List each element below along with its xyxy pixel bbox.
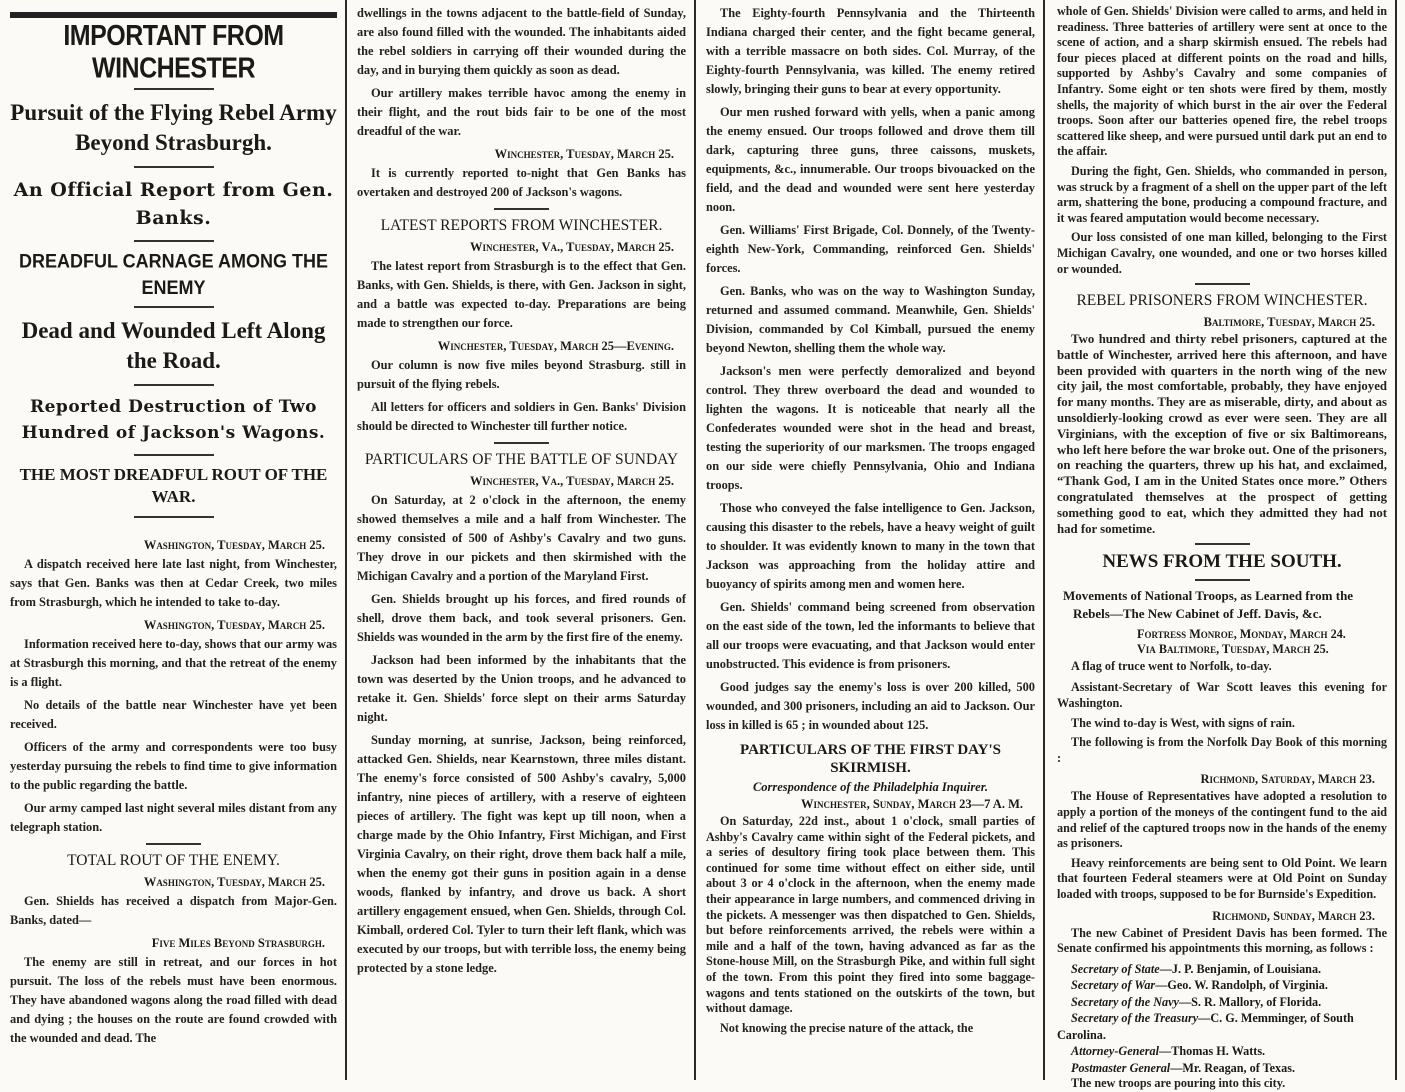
subhead-particulars-sunday: PARTICULARS OF THE BATTLE OF SUNDAY [364, 451, 679, 468]
deck-pursuit: Pursuit of the Flying Rebel Army Beyond Strasburgh. [10, 100, 337, 155]
paragraph: The following is from the Norfolk Day Book of this morning : [1057, 735, 1387, 765]
subhead-rebel-prisoners: REBEL PRISONERS FROM WINCHESTER. [1076, 292, 1368, 310]
dateline: Five Miles Beyond Strasburgh. [151, 936, 325, 950]
paragraph: Our artillery makes terrible havoc among the enemy in their flight, and the rout bids fair to be one of the most dreadful of the war. [357, 86, 686, 138]
paragraph: The House of Representatives have adopted a resolution to apply a portion of the moneys of the contingent fund to the aid and relief of the captured troops now in the hands of the enemy as prisoners. [1057, 789, 1387, 851]
paragraph: Jackson had been informed by the inhabitants that the town was deserted by the Union troops, and he advanced to retake it. Gen. Shields' force slept on their arms Saturday night. [357, 653, 686, 724]
paragraph: The new troops are pouring into this city. [1071, 1076, 1286, 1091]
deck-most-dreadful: THE MOST DREADFUL ROUT OF THE WAR. [19, 465, 328, 506]
paragraph: Gen. Williams' First Brigade, Col. Donnely, of the Twenty-eighth New-York, Commanding, reinforced Gen. Shields' forces. [706, 223, 1035, 275]
correspondence-credit: Correspondence of the Philadelphia Inquirer. [752, 780, 989, 794]
paragraph: Our men rushed forward with yells, when a panic among the enemy ensued. Our troops followed and drove them till dark, capturing three guns, three caissons, muskets, equipments, &c., innumerable. Our troops bivouacked on the field, and the dead and wounded were sent here yesterday noon. [706, 105, 1035, 214]
dateline: Winchester, Tuesday, March 25. [494, 147, 674, 161]
paragraph: whole of Gen. Shields' Division were called to arms, and held in readiness. Three batteries of artillery were sent at once to the scene of action, and a sharp skirmish ensued. The rebels had four pieces placed at different points on the road and hills, supported by Ashby's Cavalry and some companies of Infantry. Some eight or ten shots were fired by them, mostly shells, the majority of which burst in the air over the Federal troops. Soon after our batteries opened fire, the rebel troops scattered like sheep, and were pursued until dark put an end to the affair. [1057, 4, 1387, 159]
paragraph: dwellings in the towns adjacent to the battle-field of Sunday, are also found filled with the wounded. The inhabitants aided the rebel soldiers in carrying off their wounded during the day, and in burying them quickly as soon as dead. [357, 6, 686, 77]
cabinet-entry-postmaster: Postmaster General—Mr. Reagan, of Texas. [1071, 1060, 1296, 1075]
paragraph: Good judges say the enemy's loss is over 200 killed, 500 wounded, and 300 prisoners, including an aid to Jackson. Our loss in killed is 65 ; in wounded about 125. [706, 680, 1035, 732]
paragraph: Officers of the army and correspondents were too busy yesterday pursuing the rebels to find time to give information to the public regarding the battle. [10, 740, 337, 792]
paragraph: Heavy reinforcements are being sent to Old Point. We learn that fourteen Federal steamers were at Old Point on Sunday loaded with troops, supposed to be for Burnside's Expedition. [1057, 855, 1387, 901]
paragraph: Sunday morning, at sunrise, Jackson, being reinforced, attacked Gen. Shields, near Kearnstown, three miles distant. The enemy's force consisted of 500 Ashby's cavalry, 5,000 infantry, nine pieces of artillery, with a reserve of eighteen pieces of artillery. The fight was kept up till noon, when a charge made by the Ohio Infantry, First Michigan, and First Virginia Cavalry, on their right, drove them back half a mile, when the enemy got their guns in position again in a dense woods, flanked by infantry, and drove us back. A short artillery engagement ensued, when Gen. Shields, through Col. Kimball, ordered Col. Tyler to turn their left flank, which was executed by our troops, but with terrible loss, the enemy being protected by a stone ledge. [357, 733, 686, 975]
paragraph: Our army camped last night several miles distant from any telegraph station. [10, 801, 337, 834]
divider [1195, 283, 1250, 285]
paragraph: On Saturday, 22d inst., about 1 o'clock, small parties of Ashby's Cavalry came within sight of the Federal pickets, and a series of desultory firing took place between them. This continued for some time without effect on either side, until about 3 or 4 o'clock in the afternoon, when the enemy made their appearance in large numbers, and commenced driving in the pickets. A messenger was then dispatched to Gen. Shields, but before reinforcements arrived, the rebels were within a mile and a half of the town, having advanced as far as the Stone-house Mill, on the Strasburgh Pike, and within full sight of the town. From this point they fired into some baggage-wagons and tents stationed on the outskirts of the town, but without damage. [706, 814, 1035, 1016]
deck-official-report: An Official Report from Gen. Banks. [13, 179, 334, 229]
cabinet-entry-attorney-general: Attorney-General—Thomas H. Watts. [1071, 1044, 1266, 1059]
deck-dead-wounded: Dead and Wounded Left Along the Road. [21, 318, 326, 373]
subhead-latest-reports: LATEST REPORTS FROM WINCHESTER. [380, 217, 663, 234]
divider [134, 516, 214, 518]
paragraph: Information received here to-day, shows that our army was at Strasburgh this morning, and that the retreat of the enemy is a flight. [10, 637, 337, 689]
paragraph: Gen. Shields brought up his forces, and fired rounds of shell, drove them back, and took several prisoners. Gen. Shields was wounded in the arm by the first fire of the enemy. [357, 592, 686, 644]
paragraph: No details of the battle near Winchester have yet been received. [10, 698, 337, 731]
paragraph: On Saturday, at 2 o'clock in the afternoon, the enemy showed themselves a mile and a half from Winchester. The enemy consisted of 500 of Ashby's Cavalry and two guns. They drove in our pickets and then skirmished with the Michigan Cavalry and a portion of the Maryland First. [357, 493, 686, 583]
subhead-total-rout: TOTAL ROUT OF THE ENEMY. [67, 852, 280, 869]
cabinet-entry-navy: Secretary of the Navy—S. R. Mallory, of Florida. [1071, 994, 1322, 1009]
paragraph: The new Cabinet of President Davis has been formed. The Senate confirmed his appointments this morning, as follows : [1057, 925, 1387, 956]
deck-destruction: Reported Destruction of Two Hundred of Jackson's Wagons. [21, 397, 326, 443]
dateline: Winchester, Sunday, March 23—7 A. M. [801, 797, 1023, 811]
paragraph: Assistant-Secretary of War Scott leaves this evening for Washington. [1057, 680, 1387, 711]
divider [134, 166, 214, 168]
column-4 [1045, 0, 1397, 1091]
paragraph: The latest report from Strasburgh is to the effect that Gen. Banks, with Gen. Shields, is there, with Gen. Jackson in sight, and a battle was expected to-day. Preparations are being made to strengthen our force. [357, 259, 686, 330]
subhead-first-day-skirmish: PARTICULARS OF THE FIRST DAY'S SKIRMISH. [740, 742, 1001, 776]
paragraph: Gen. Shields has received a dispatch from Major-Gen. Banks, dated— [10, 894, 337, 927]
divider [146, 843, 201, 845]
paragraph: Not knowing the precise nature of the attack, the [720, 1020, 974, 1035]
paragraph: Our column is now five miles beyond Strasburg. still in pursuit of the flying rebels. [357, 358, 686, 391]
paragraph: Two hundred and thirty rebel prisoners, captured at the battle of Winchester, arrived here this afternoon, and have been provided with quarters in the north wing of the new city jail, the most comfortable, probably, they have enjoyed for many months. They are as miserable, dirty, and about as unsoldierly-looking crowd as ever were seen. They are all Virginians, with the exception of five or six Baltimoreans, who left here before the war broke out. One of the prisoners, on reaching the quarters, threw up his hat, and exclaimed, “Thank God, I am in the United States once more.” Others congratulated themselves at the prospect of getting something good to eat, which they admitted they had not had for sometime. [1057, 332, 1387, 536]
cabinet-entry-treasury: Secretary of the Treasury—C. G. Memminger, of South Carolina. [1057, 1011, 1354, 1042]
paragraph: During the fight, Gen. Shields, who commanded in person, was struck by a fragment of a shell on the upper part of the left arm, shattering the bone, producing a compound fracture, and it was feared amputation would become necessary. [1057, 163, 1387, 225]
divider [134, 240, 214, 242]
paragraph: Our loss consisted of one man killed, belonging to the First Michigan Cavalry, one wounded, and one or two horses killed or wounded. [1057, 230, 1387, 276]
dateline: Fortress Monroe, Monday, March 24. [1137, 627, 1346, 642]
paragraph: The Eighty-fourth Pennsylvania and the Thirteenth Indiana charged their center, and the fight became general, with a terrible massacre on both sides. Col. Murray, of the Eighty-fourth Pennsylvania, was killed. The enemy retired slowly, bringing their guns to bear at every opportunity. [706, 6, 1035, 96]
paragraph: It is currently reported to-night that Gen Banks has overtaken and destroyed 200 of Jackson's wagons. [357, 166, 686, 199]
dateline: Richmond, Saturday, March 23. [1200, 772, 1375, 787]
dateline: Baltimore, Tuesday, March 25. [1203, 315, 1375, 330]
divider [1195, 579, 1250, 581]
paragraph: Jackson's men were perfectly demoralized and beyond control. They threw overboard the dead and wounded to lighten the wagons. It is noticeable that nearly all the Confederates wounded were shot in the head and breast, testing the superiority of our marksmen. The troops engaged on our side were chiefly Pennsylvania, Ohio and Indiana troops. [706, 364, 1035, 492]
headline-main: IMPORTANT FROM WINCHESTER [63, 19, 284, 85]
paragraph: The wind to-day is West, with signs of rain. [1071, 715, 1295, 730]
paragraph: Gen. Banks, who was on the way to Washington Sunday, returned and assumed command. Meanwhile, Gen. Shields' Division, commanded by Col Kimball, pursued the enemy beyond Newton, shelling them the whole way. [706, 284, 1035, 355]
divider [134, 384, 214, 386]
dateline: Via Baltimore, Tuesday, March 25. [1137, 642, 1329, 657]
column-3 [696, 0, 1045, 1080]
dateline: Washington, Tuesday, March 25. [143, 875, 325, 889]
cabinet-entry-war: Secretary of War—Geo. W. Randolph, of Virginia. [1071, 978, 1328, 993]
dateline: Winchester, Va., Tuesday, March 25. [469, 474, 674, 488]
divider [494, 442, 549, 444]
dateline: Richmond, Sunday, March 23. [1212, 908, 1375, 923]
paragraph: Those who conveyed the false intelligence to Gen. Jackson, causing this disaster to the rebels, have a heavy weight of guilt to shoulder. It was evidently known to many in the town that Jackson was approaching from the holiday attire and buoyancy of spirits among men and women here. [706, 501, 1035, 591]
divider [1195, 543, 1250, 545]
headline-news-from-south: NEWS FROM THE SOUTH. [1102, 551, 1342, 573]
dateline: Winchester, Va., Tuesday, March 25. [469, 240, 674, 254]
divider [134, 454, 214, 456]
cabinet-entry-state: Secretary of State—J. P. Benjamin, of Louisiana. [1071, 961, 1322, 976]
deck-carnage: DREADFUL CARNAGE AMONG THE ENEMY [19, 249, 328, 299]
column-1 [0, 0, 347, 1080]
paragraph: A dispatch received here late last night, from Winchester, says that Gen. Banks was then at Cedar Creek, two miles from Strasburgh, which he intended to take to-day. [10, 557, 337, 609]
divider [134, 88, 214, 90]
column-2 [347, 0, 696, 1080]
paragraph: The enemy are still in retreat, and our forces in hot pursuit. The loss of the rebels must have been enormous. They have abandoned wagons along the road filled with dead and dying ; the houses on the route are found crowded with the wounded and dead. The [10, 955, 337, 1045]
deck-movements: Movements of National Troops, as Learned from the Rebels—The New Cabinet of Jeff. Davis, &c. [1063, 588, 1354, 622]
dateline: Washington, Tuesday, March 25. [143, 538, 325, 552]
dateline: Washington, Tuesday, March 25. [143, 618, 325, 632]
divider [134, 306, 214, 308]
dateline: Winchester, Tuesday, March 25—Evening. [437, 339, 674, 353]
divider [494, 208, 549, 210]
top-rule [10, 12, 337, 18]
paragraph: A flag of truce went to Norfolk, to-day. [1071, 659, 1272, 674]
paragraph: Gen. Shields' command being screened from observation on the east side of the town, led the informants to believe that all our troops were evacuating, and that Jackson would enter unobstructed. This evidence is from prisoners. [706, 600, 1035, 671]
paragraph: All letters for officers and soldiers in Gen. Banks' Division should be directed to Winchester till further notice. [357, 400, 686, 433]
